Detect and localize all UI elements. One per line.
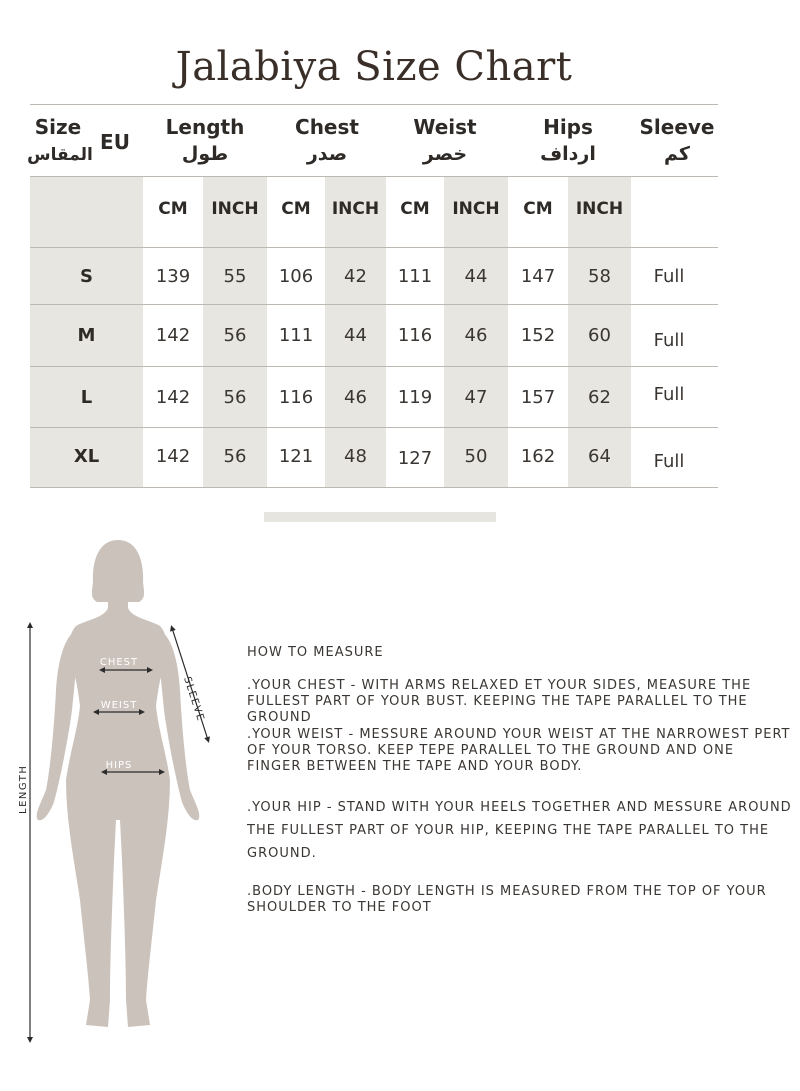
table-cell: 162 bbox=[520, 445, 556, 467]
size-header: Size bbox=[34, 115, 82, 139]
hips-header-ar: ارداف bbox=[540, 143, 596, 165]
sleeve-header: Sleeve bbox=[639, 115, 715, 139]
chest-header: Chest bbox=[295, 115, 359, 139]
weist-header: Weist bbox=[413, 115, 477, 139]
how-to-measure-heading bbox=[247, 645, 792, 661]
table-cell: 111 bbox=[278, 325, 314, 346]
table-cell: 121 bbox=[278, 445, 314, 467]
chest-header-ar: صدر bbox=[306, 143, 348, 165]
table-cell: 60 bbox=[588, 325, 611, 346]
table-cell: 116 bbox=[278, 386, 314, 408]
table-cell: 64 bbox=[588, 445, 611, 467]
length-instruction-text: .BODY LENGTH - BODY LENGTH IS MEASURED FROM THE TOP OF YOUR SHOULDER TO THE FOOT bbox=[247, 884, 767, 915]
table-cell: 47 bbox=[464, 386, 488, 408]
hips-label: HIPS bbox=[105, 760, 133, 771]
chest-instruction bbox=[247, 678, 792, 726]
table-rule bbox=[30, 176, 718, 177]
table-cell: 44 bbox=[464, 265, 488, 287]
sleeve-header-ar: كم bbox=[664, 143, 690, 165]
table-cell: 139 bbox=[155, 265, 191, 287]
table-cell: 46 bbox=[464, 325, 488, 346]
table-cell: 142 bbox=[155, 325, 191, 346]
weist-header-ar: خصر bbox=[422, 143, 468, 165]
table-cell: 56 bbox=[223, 325, 247, 346]
body-measurement-figure bbox=[0, 530, 240, 1060]
chest-instruction-text: .YOUR CHEST - WITH ARMS RELAXED ET YOUR SIDES, MEASURE THE FULLEST PART OF YOUR BUST. KEEPING THE TAPE PARALLEL TO THE GROUND bbox=[247, 678, 752, 725]
length-label: LENGTH bbox=[18, 764, 29, 814]
sleeve-cell: Full bbox=[653, 383, 685, 405]
table-cell: 46 bbox=[344, 386, 367, 408]
unit-weist-inch: INCH bbox=[452, 199, 500, 219]
body-silhouette-icon bbox=[0, 530, 240, 1060]
table-rule bbox=[30, 487, 718, 488]
table-cell: 157 bbox=[520, 386, 556, 408]
table-cell: 55 bbox=[223, 265, 247, 287]
table-cell: 127 bbox=[397, 447, 433, 469]
row-size-m: M bbox=[77, 325, 96, 346]
table-cell: 106 bbox=[278, 265, 314, 287]
unit-chest-cm: CM bbox=[281, 199, 311, 219]
weist-instruction-text: .YOUR WEIST - MESSURE AROUND YOUR WEIST AT THE NARROWEST PERT OF YOUR TORSO. KEEP TEPE PARALLEL TO THE GROUND AND ONE FINGER BETWEEN THE TAPE AND YOUR BODY. bbox=[247, 727, 791, 774]
table-cell: 116 bbox=[397, 325, 433, 346]
unit-chest-inch: INCH bbox=[331, 199, 380, 219]
table-cell: 119 bbox=[397, 386, 433, 408]
row-size-xl: XL bbox=[73, 445, 100, 467]
weist-instruction bbox=[247, 727, 792, 775]
table-cell: 152 bbox=[520, 325, 556, 346]
hip-instruction-text: .YOUR HIP - STAND WITH YOUR HEELS TOGETHER AND MESSURE AROUND THE FULLEST PART OF YOUR HIP, KEEPING THE TAPE PARALLEL TO THE GROUND. bbox=[247, 800, 792, 861]
table-cell: 58 bbox=[588, 265, 611, 287]
unit-weist-cm: CM bbox=[400, 199, 430, 219]
table-cell: 147 bbox=[520, 265, 556, 287]
table-cell: 111 bbox=[397, 265, 433, 287]
length-header-ar: طول bbox=[181, 143, 229, 165]
silhouette-shape bbox=[37, 540, 200, 1027]
measure-heading-text: HOW TO MEASURE bbox=[247, 645, 384, 660]
row-size-s: S bbox=[80, 265, 93, 287]
table-cell: 62 bbox=[588, 386, 611, 408]
size-eu-header: EU bbox=[100, 130, 130, 154]
table-cell: 56 bbox=[223, 445, 247, 467]
chest-label: CHEST bbox=[99, 657, 139, 668]
length-header: Length bbox=[165, 115, 245, 139]
length-instruction bbox=[247, 884, 792, 916]
table-cell: 44 bbox=[344, 325, 367, 346]
page-title: Jalabiya Size Chart bbox=[175, 44, 573, 90]
hip-instruction bbox=[247, 796, 792, 865]
unit-hips-cm: CM bbox=[523, 199, 553, 219]
table-rule bbox=[30, 104, 718, 105]
shade-size-header bbox=[30, 177, 143, 247]
section-divider bbox=[264, 512, 496, 522]
table-cell: 42 bbox=[344, 265, 367, 287]
sleeve-cell: Full bbox=[653, 330, 685, 351]
unit-hips-inch: INCH bbox=[575, 199, 624, 219]
table-cell: 142 bbox=[155, 445, 191, 467]
unit-length-cm: CM bbox=[158, 199, 188, 219]
sleeve-label: SLEEVE bbox=[181, 675, 207, 724]
table-cell: 48 bbox=[344, 445, 367, 467]
row-size-l: L bbox=[80, 386, 93, 408]
sleeve-cell: Full bbox=[653, 450, 685, 472]
table-cell: 56 bbox=[223, 386, 247, 408]
weist-label: WEIST bbox=[100, 700, 138, 711]
table-cell: 50 bbox=[464, 445, 488, 467]
sleeve-cell: Full bbox=[653, 265, 685, 287]
hips-header: Hips bbox=[543, 115, 593, 139]
size-header-ar: المقاس bbox=[27, 145, 93, 165]
table-cell: 142 bbox=[155, 386, 191, 408]
unit-length-inch: INCH bbox=[211, 199, 259, 219]
